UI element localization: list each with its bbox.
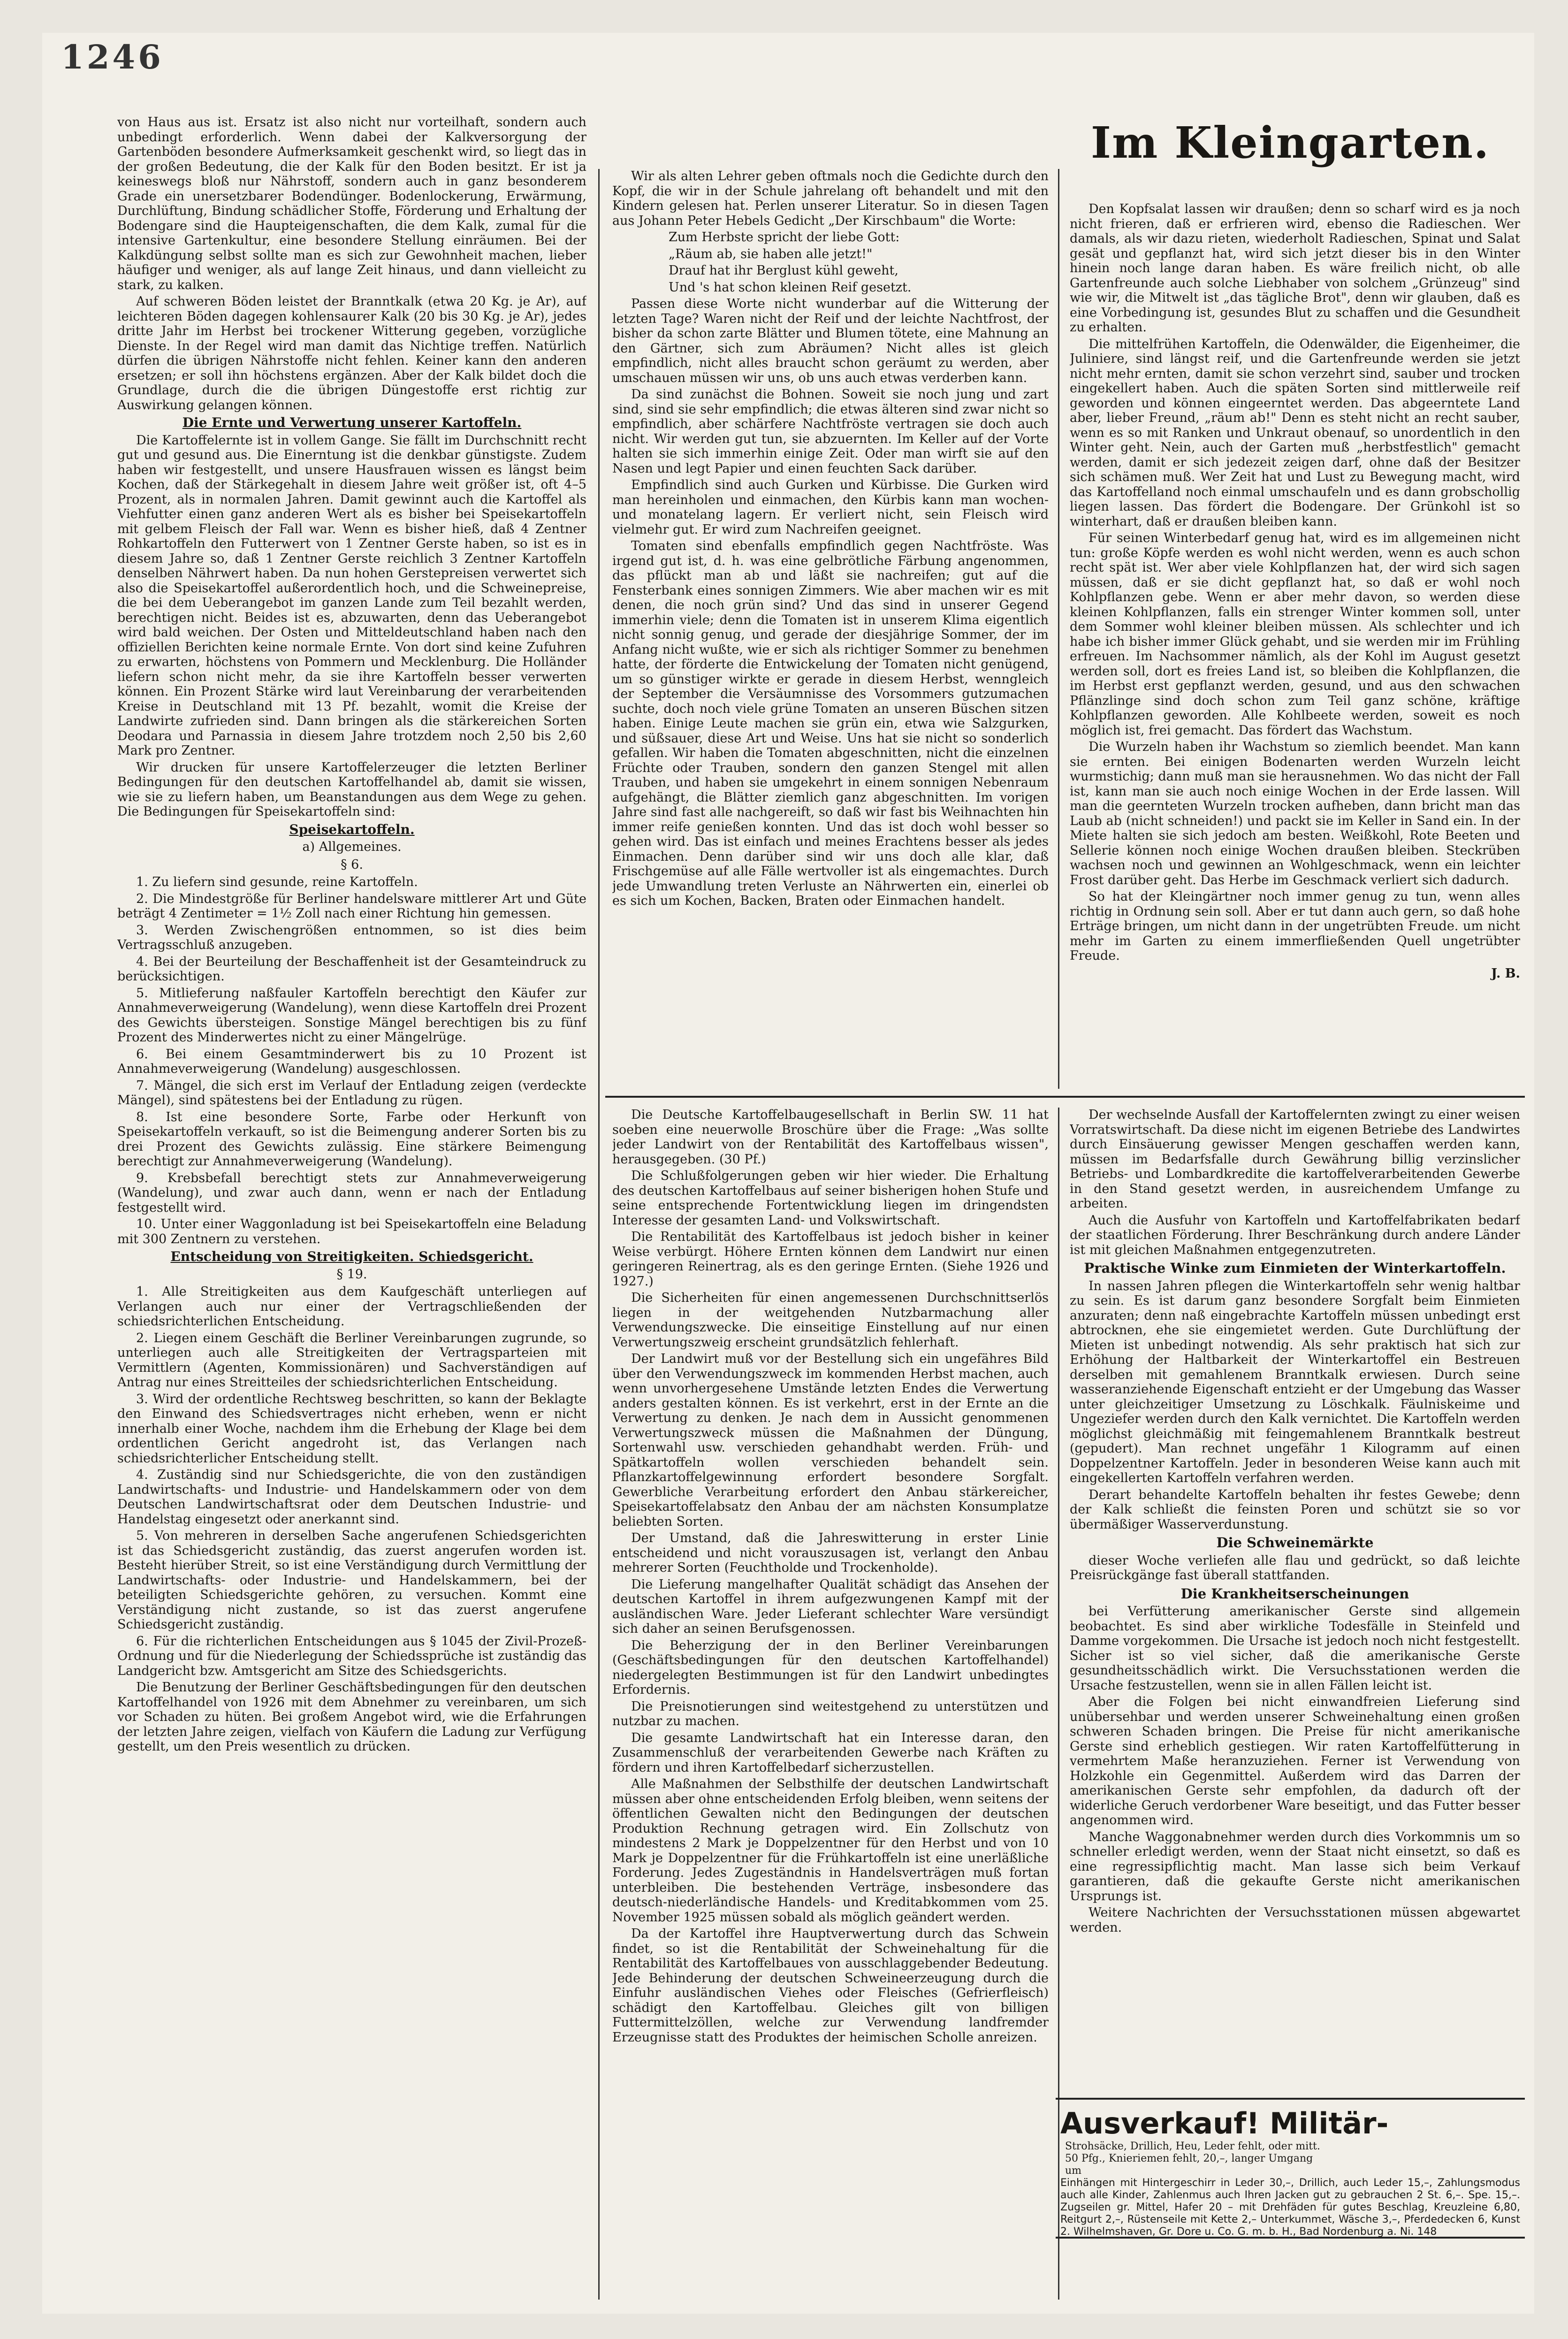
paragraph: 10. Unter einer Waggonladung ist bei Speisekartoffeln eine Beladung mit 300 Zentnern zu verstehen. — [117, 1217, 586, 1246]
paragraph: 5. Mitlieferung naßfauler Kartoffeln berechtigt den Käufer zur Annahmeverweigerung (Wandelung), wenn diese Kartoffeln drei Prozent des Gewichts übersteigen. Sonstige Mängel berechtigen bis zu fünf Prozent des Minderwertes nicht zu einer Mängelrüge. — [117, 986, 586, 1045]
paragraph: Die Beherzigung der in den Berliner Vereinbarungen (Geschäftsbedingungen für den deutschen Kartoffelhandel) niedergelegten Bestimmungen ist für den Landwirt unbedingtes Erfordernis. — [612, 1638, 1049, 1697]
paragraph: Manche Waggonabnehmer werden durch dies Vorkommnis um so schneller erledigt werden, wenn der Staat nicht einsetzt, so daß es eine regressipflichtig macht. Man lasse sich beim Verkauf garantieren, daß die gekaufte Gerste nicht amerikanischen Ursprungs ist. — [1070, 1829, 1520, 1903]
section-heading: Die Schweinemärkte — [1216, 1535, 1374, 1551]
newspaper-page — [42, 33, 1534, 2314]
sub-heading: a) Allgemeines. — [302, 840, 402, 854]
ad-text: Einhängen mit Hintergeschirr in Leder 30,–, Drillich, auch Leder 15,–, Zahlungsmodus auch alle Kinder, Zahlenmus auch Ihren Jacken gut zu gebrauchen 2 St. 6,–. Spe. 15,–. Zugseilen gr. Mittel, Hafer 20 – mit Drehfäden für gutes Beschlag, Kreuzleine 6,80, Reitgurt 2,–, Rüstenseile mit Kette 2,– Unterkummet, Wäsche 3,–, Pferdedecken 6, Kunst 2. Wilhelmshaven, Gr. Dore u. Co. G. m. b. H., Bad Nordenburg a. Ni. 148 — [1060, 2177, 1520, 2238]
paragraph: 9. Krebsbefall berechtigt stets zur Annahmeverweigerung (Wandelung), und zwar auch dann, wenn er nach der Entladung festgestellt wird. — [117, 1170, 586, 1215]
article-headline: Im Kleingarten. — [1090, 117, 1490, 168]
paragraph: Da sind zunächst die Bohnen. Soweit sie noch jung und zart sind, sind sie sehr empfindlich; die etwas älteren sind zwar nicht so empfindlich, aber schärfere Nachtfröste vertragen sie doch auch nicht. Wir werden gut tun, sie abzuernten. Im Keller auf der Vorte halten sie sich immerhin einige Zeit. Oder man wirft sie auf den Nasen und legt Papier und einen feuchten Sack darüber. — [612, 387, 1049, 476]
paragraph: Die Deutsche Kartoffelbaugesellschaft in Berlin SW. 11 hat soeben eine neuerwolle Broschüre über die Frage: „Was sollte jeder Landwirt von der Rentabilität des Kartoffelbaus wissen", herausgegeben. (30 Pf.) — [612, 1108, 1049, 1167]
ad-title: Ausverkauf! Militär- — [1060, 2106, 1389, 2140]
paragraph: Tomaten sind ebenfalls empfindlich gegen Nachtfröste. Was irgend gut ist, d. h. was eine gelbrötliche Färbung angenommen, das pflückt man ab und läßt sie nachreifen; gut auf die Fensterbank eines sonnigen Zimmers. Wie aber machen wir es mit denen, die noch grün sind? Und das sind in unserer Gegend immerhin viele; denn die Tomaten ist in unserem Klima eigentlich nicht sonnig genug, und gerade der diesjährige Sommer, der im Anfang nicht wußte, wie er sich als richtiger Sommer zu benehmen hatte, der förderte die Entwickelung der Tomaten nicht genügend, um so günstiger wirkte er gerade in diesem Herbst, wenngleich der September die Versäumnisse des Vorsommers gutzumachen suchte, doch noch viele grüne Tomaten an unseren Büschen sitzen haben. Einige Leute machen sie grün ein, etwa wie Salzgurken, und süßsauer, diese Art und Weise. Uns hat sie nicht so sonderlich gefallen. Wir haben die Tomaten abgeschnitten, nicht die einzelnen Früchte oder Trauben, sondern den ganzen Stengel mit allen Trauben, und haben sie umgekehrt in einem sonnigen Nebenraum aufgehängt, die Blätter ziemlich ganz abgeschnitten. Im vorigen Jahre sind fast alle nachgereift, so daß wir fast bis Weihnachten hin immer reife genießen konnten. Und das ist doch wohl besser so gehen wird. Das ist einfach und meines Erachtens besser als jedes Einmachen. Denn darüber sind wir uns doch alle klar, daß Frischgemüse auf alle Fälle wertvoller ist als eingemachtes. Durch jede Umwandlung treten Verluste an Nährwerten ein, einerlei ob es sich um Kochen, Backen, Braten oder Einmachen handelt. — [612, 539, 1049, 908]
column-middle-top — [612, 169, 1049, 1089]
paragraph: Wir als alten Lehrer geben oftmals noch die Gedichte durch den Kopf, die wir in der Schule jahrelang oft behandelt und mit den Kindern gelesen hat. Perlen unserer Literatur. So in diesen Tagen aus Johann Peter Hebels Gedicht „Der Kirschbaum" die Worte: — [612, 169, 1049, 228]
paragraph: 4. Zuständig sind nur Schiedsgerichte, die von den zuständigen Landwirtschafts- und Industrie- und Handelskammern oder von dem Deutschen Landwirtschaftsrat oder dem Deutschen Industrie- und Handelstag eingesetzt oder anerkannt sind. — [117, 1468, 586, 1527]
paragraph-sign: § 19. — [336, 1267, 367, 1282]
column-right-bottom — [1070, 1108, 1520, 2088]
rules-list — [117, 875, 586, 1246]
paragraph-sign: § 6. — [341, 857, 363, 872]
paragraph: 6. Bei einem Gesamtminderwert bis zu 10 Prozent ist Annahmeverweigerung (Wandelung) ausgeschlossen. — [117, 1047, 586, 1076]
poem-line: Und 's hat schon kleinen Reif gesetzt. — [669, 280, 912, 295]
paragraph: bei Verfütterung amerikanischer Gerste sind allgemein beobachtet. Es sind aber wirkliche Todesfälle in Steinfeld und Damme vorgekommen. Die Ursache ist jedoch noch nicht festgestellt. Sicher ist so viel sicher, daß die amerikanische Gerste gesundheitsschädlich wirkt. Die Versuchsstationen werden die Ursache festzustellen, wenn sie in allen Fällen leicht ist. — [1070, 1604, 1520, 1693]
section-heading: Die Ernte und Verwertung unserer Kartoffeln. — [182, 415, 522, 430]
paragraph: von Haus aus ist. Ersatz ist also nicht nur vorteilhaft, sondern auch unbedingt erforderlich. Wenn dabei der Kalkversorgung der Gartenböden besondere Aufmerksamkeit geschenkt wird, so liegt das in der großen Bedeutung, die der Kalk für den Boden besitzt. Er ist ja keineswegs bloß nur Nährstoff, sondern auch in ganz besonderem Grade ein unersetzbarer Bodendünger. Bodenlockerung, Erwärmung, Durchlüftung, Bindung schädlicher Stoffe, Förderung und Erhaltung der Bodengare sind die Haupteigenschaften, die dem Kalk, zumal für die intensive Gartenkultur, eine besondere Stellung einräumen. Bei der Kalkdüngung selbst sollte man es sich zur Gewohnheit machen, lieber häufiger und weniger, als auf lange Zeit hinaus, und dann vielleicht zu stark, zu kalken. — [117, 115, 586, 292]
paragraph: Alle Maßnahmen der Selbsthilfe der deutschen Landwirtschaft müssen aber ohne entscheidenden Erfolg bleiben, wenn seitens der öffentlichen Gewalten nicht den Bedingungen der deutschen Produktion Rechnung getragen wird. Ein Zollschutz von mindestens 2 Mark je Doppelzentner für den Herbst und von 10 Mark je Doppelzentner für die Frühkartoffeln ist eine unerläßliche Forderung. Jedes Zugeständnis in Handelsverträgen muß fortan unterbleiben. Die bestehenden Verträge, insbesondere das deutsch-niederländische Handels- und Kreditabkommen vom 25. November 1925 müssen sobald als möglich geändert werden. — [612, 1777, 1049, 1925]
paragraph: Der wechselnde Ausfall der Kartoffelernten zwingt zu einer weisen Vorratswirtschaft. Da diese nicht im eigenen Betriebe des Landwirtes durch Einsäuerung gewisser Mengen geschaffen werden kann, müssen im Bedarfsfalle durch Gewährung billig verzinslicher Betriebs- und Lombardkredite die kartoffelverarbeitenden Gewerbe in den Stand gesetzt werden, in ausreichendem Umfange zu arbeiten. — [1070, 1108, 1520, 1211]
paragraph: Empfindlich sind auch Gurken und Kürbisse. Die Gurken wird man hereinholen und einmachen, den Kürbis kann man wochen- und monatelang lagern. Er verliert nicht, sein Fleisch wird vielmehr gut. Er wird zum Nachreifen geeignet. — [612, 478, 1049, 537]
paragraph: 6. Für die richterlichen Entscheidungen aus § 1045 der Zivil-Prozeß-Ordnung und für die Niederlegung der Schiedssprüche ist zuständig das Landgericht bzw. Amtsgericht am Sitze des Schiedsgerichts. — [117, 1634, 586, 1678]
page-number: 1246 — [61, 38, 164, 76]
paragraph: Die mittelfrühen Kartoffeln, die Odenwälder, die Eigenheimer, die Juliniere, sind längst reif, und die Gartenfreunde werden sie jetzt nicht mehr ernten, damit sie schon verzehrt sind, sauber und trocken eingekellert haben. Auch die späten Sorten sind mittlerweile reif geworden und können eingeerntet werden. Das abgeerntete Land aber, lieber Freund, „räum ab!" Denn es steht nicht an recht sauber, wenn es so mit Ranken und Unkraut obenauf, so unordentlich in den Winter geht. Nein, auch der Garten muß „herbstfestlich" gemacht werden, damit er sich jedezeit zeigen darf, ohne daß der Besitzer sich schämen muß. Wer Zeit hat und Lust zu Bewegung macht, wird das Kartoffelland noch einmal umschaufeln und es dann grobschollig liegen lassen. Das fördert die Bodengare. Der Grünkohl ist so winterhart, daß er draußen bleiben kann. — [1070, 336, 1520, 529]
paragraph: 1. Zu liefern sind gesunde, reine Kartoffeln. — [136, 875, 418, 889]
paragraph: Passen diese Worte nicht wunderbar auf die Witterung der letzten Tage? Waren nicht der Reif und der leichte Nachtfrost, der bisher da schon zarte Blätter und Blumen tötete, eine Mahnung an den Gärtner, sich zum Abräumen? Nicht alles ist gleich empfindlich, nicht alles braucht schon geräumt zu werden, aber umschauen müssen wir uns, ob uns auch etwas verderben kann. — [612, 297, 1049, 385]
paragraph: 5. Von mehreren in derselben Sache angerufenen Schiedsgerichten ist das Schiedsgericht zuständig, das zuerst angerufen worden ist. Besteht hierüber Streit, so ist eine Verständigung durch Vermittlung der Landwirtschafts- oder Industrie- und Handelskammern, bei der beteiligten Schiedsgerichte gehören, zu versuchen. Kommt eine Verständigung nicht zustande, so ist das zuerst angerufene Schiedsgericht zuständig. — [117, 1529, 586, 1632]
paragraph: dieser Woche verliefen alle flau und gedrückt, so daß leichte Preisrückgänge fast überall stattfanden. — [1070, 1553, 1520, 1582]
paragraph: 3. Wird der ordentliche Rechtsweg beschritten, so kann der Beklagte den Einwand des Schiedsvertrages nicht erheben, wenn er nicht innerhalb einer Woche, nachdem ihm die Erhebung der Klage bei dem ordentlichen Gericht angedroht ist, das Verlangen nach schiedsrichterlicher Entscheidung stellt. — [117, 1391, 586, 1466]
paragraph: Die Schlußfolgerungen geben wir hier wieder. Die Erhaltung des deutschen Kartoffelbaus auf seiner bisherigen hohen Stufe und seine entsprechende Fortentwicklung liegen im dringendsten Interesse der gesamten Land- und Volkswirtschaft. — [612, 1169, 1049, 1228]
paragraph: Auf schweren Böden leistet der Branntkalk (etwa 20 Kg. je Ar), auf leichteren Böden dagegen kohlensaurer Kalk (20 bis 30 Kg. je Ar), jedes dritte Jahr im Herbst bei trockener Witterung gegeben, vorzügliche Dienste. In der Regel wird man damit das Nichtige treffen. Natürlich dürfen die übrigen Nährstoffe nicht fehlen. Keiner kann den anderen ersetzen; er soll ihn höchstens ergänzen. Aber der Kalk bildet doch die Grundlage, durch die die übrigen Düngestoffe erst richtig zur Auswirkung gelangen können. — [117, 294, 586, 413]
section-heading: Speisekartoffeln. — [289, 821, 415, 837]
paragraph: 7. Mängel, die sich erst im Verlauf der Entladung zeigen (verdeckte Mängel), sind spätestens bei der Entladung zu rügen. — [117, 1078, 586, 1108]
paragraph: In nassen Jahren pflegen die Winterkartoffeln sehr wenig haltbar zu sein. Es ist darum ganz besondere Sorgfalt beim Einmieten anzuraten; denn naß eingebrachte Kartoffeln müssen unbedingt erst abtrocknen, ehe sie eingemietet werden. Gute Durchlüftung der Mieten ist unbedingt notwendig. Als sehr praktisch hat sich zur Erhöhung der Haltbarkeit der Winterkartoffel ein Bestreuen derselben mit gemahlenem Branntkalk erwiesen. Durch seine wasseranziehende Eigenschaft entzieht er der Umgebung das Wasser unter gleichzeitiger Umsetzung zu Löschkalk. Fäulniskeime und Ungeziefer werden durch den Kalk vernichtet. Die Kartoffeln werden möglichst gleichmäßig mit feingemahlenem Branntkalk bestreut (gepudert). Man rechnet ungefähr 1 Kilogramm auf einen Doppelzentner Kartoffeln. Jeder in besonderen Weise kann auch mit eingekellerten Kartoffeln verfahren werden. — [1070, 1278, 1520, 1485]
poem-line: Drauf hat ihr Berglust kühl geweht, — [669, 263, 898, 278]
poem-line: Zum Herbste spricht der liebe Gott: — [669, 230, 900, 245]
advertisement — [1056, 2098, 1525, 2239]
paragraph: Die Benutzung der Berliner Geschäftsbedingungen für den deutschen Kartoffelhandel von 1926 mit dem Abnehmer zu vereinbaren, um sich vor Schaden zu hüten. Bei großem Angebot wird, wie die Erfahrungen der letzten Jahre zeigen, vielfach von Käufern die Ladung zur Verfügung gestellt, um den Preis wesentlich zu drücken. — [117, 1680, 586, 1754]
paragraph: 4. Bei der Beurteilung der Beschaffenheit ist der Gesamteindruck zu berücksichtigen. — [117, 954, 586, 984]
paragraph: 2. Liegen einem Geschäft die Berliner Vereinbarungen zugrunde, so unterliegen auch alle Streitigkeiten der Vertragsparteien mit Vermittlern (Agenten, Kommissionären) und Sachverständigen auf Antrag nur eines Streitteiles der schiedsrichterlichen Entscheidung. — [117, 1330, 586, 1390]
paragraph: 3. Werden Zwischengrößen entnommen, so ist dies beim Vertragsschluß anzugeben. — [117, 923, 586, 952]
horizontal-rule — [605, 1096, 1525, 1098]
paragraph: Die Preisnotierungen sind weitestgehend zu unterstützen und nutzbar zu machen. — [612, 1699, 1049, 1728]
ad-side-text: Strohsäcke, Drillich, Heu, Leder fehlt, oder mitt. 50 Pfg., Knieriemen fehlt, 20,–, langer Umgang um — [1065, 2140, 1320, 2177]
paragraph: Für seinen Winterbedarf genug hat, wird es im allgemeinen nicht tun: große Köpfe werden es wohl nicht werden, wenn es auch schon recht spät ist. Wer aber viele Kohlpflanzen hat, der wird sich sagen müssen, daß er sie dicht gepflanzt hat, so daß er wohl noch Kohlpflanzen gebe. Wenn er aber mehr davon, so werden diese kleinen Kohlpflanzen, falls ein strenger Winter kommen soll, unter dem Sommer wohl kleiner bleiben müssen. Als schlechter und ich habe ich bisher immer Glück gehabt, und sie werden mir im Frühling erfreuen. Im Nachsommer nämlich, als der Kohl im August gesetzt werden soll, dort es freies Land ist, so bleiben die Kohlpflanzen, die im Herbst erst gepflanzt werden, gesund, und aus den schwachen Pflänzlinge sind doch schon zum Teil ganz schöne, kräftige Kohlpflanzen geworden. Alle Kohlbeete werden, soweit es noch möglich ist, frei gemacht. Das fördert das Wachstum. — [1070, 531, 1520, 738]
section-heading: Praktische Winke zum Einmieten der Winterkartoffeln. — [1084, 1260, 1506, 1276]
arbitration-list — [117, 1284, 586, 1754]
paragraph: 1. Alle Streitigkeiten aus dem Kaufgeschäft unterliegen auf Verlangen auch nur einer der Vertragschließenden der schiedsrichterlichen Entscheidung. — [117, 1284, 586, 1329]
column-divider — [598, 169, 600, 2300]
paragraph: Die Sicherheiten für einen angemessenen Durchschnittserlös liegen in der weitgehenden Nutzbarmachung aller Verwendungszwecke. Die einseitige Einstellung auf nur einen Verwertungszweig erscheint grundsätzlich fehlerhaft. — [612, 1291, 1049, 1350]
paragraph: So hat der Kleingärtner noch immer genug zu tun, wenn alles richtig in Ordnung sein soll. Aber er tut dann auch gern, so daß hohe Erträge bringen, um nicht dann in der ungetrübten Freude. um nicht mehr im Garten zu einem immerfließenden Quell ungetrübter Freude. — [1070, 889, 1520, 963]
paragraph: Weitere Nachrichten der Versuchsstationen müssen abgewartet werden. — [1070, 1905, 1520, 1935]
signature: J. B. — [1491, 966, 1520, 981]
paragraph: Die gesamte Landwirtschaft hat ein Interesse daran, den Zusammenschluß der verarbeitenden Gewerbe nach Kräften zu fördern und ihren Kartoffelbedarf sicherzustellen. — [612, 1730, 1049, 1775]
section-heading: Entscheidung von Streitigkeiten. Schiedsgericht. — [170, 1249, 533, 1264]
column-left — [117, 115, 586, 2283]
paragraph: Die Kartoffelernte ist in vollem Gange. Sie fällt im Durchschnitt recht gut und gesund aus. Die Einerntung ist die denkbar günstigste. Zudem haben wir festgestellt, und unsere Hausfrauen wissen es längst beim Kochen, daß der Stärkegehalt in diesem Jahre weit größer ist, oft 4–5 Prozent, als in normalen Jahren. Damit gewinnt auch die Kartoffel als Viehfutter einen ganz anderen Wert als es bisher bei Speisekartoffeln mit gelbem Fleisch der Fall war. Wenn es bisher hieß, daß 4 Zentner Rohkartoffeln den Futterwert von 1 Zentner Gerste haben, so ist es in diesem Jahre so, daß 1 Zentner Gerste reichlich 3 Zentner Kartoffeln denselben Nährwert haben. Da nun hohen Gerstepreisen verwertet sich also die Speisekartoffel außerordentlich hoch, und die Schweinepreise, die bei dem Ueberangebot im ganzen Lande zum Teil bezahlt werden, berechtigen nicht. Beides ist es, abzuwarten, denn das Ueberangebot wird bald weichen. Der Osten und Mitteldeutschland haben nach den offiziellen Berichten keine normale Ernte. Von dort sind keine Zufuhren zu erwarten, höchstens von Pommern und Mecklenburg. Die Holländer liefern schon nicht mehr, da sie ihre Kartoffeln besser verwerten können. Ein Prozent Stärke wird laut Vereinbarung der verarbeitenden Kreise in Deutschland mit 13 Pf. bezahlt, womit die Kreise der Landwirte zufrieden sind. Dann bringen als die stärkereichen Sorten Deodara und Parnassia in diesem Jahre trotzdem noch 2,50 bis 2,60 Mark pro Zentner. — [117, 433, 586, 758]
column-divider — [1058, 169, 1059, 1089]
column-middle-bottom — [612, 1108, 1049, 2300]
paragraph: Da der Kartoffel ihre Hauptverwertung durch das Schwein findet, so ist die Rentabilität der Schweinehaltung für die Rentabilität des Kartoffelbaues von ausschlaggebender Bedeutung. Jede Behinderung der deutschen Schweineerzeugung durch die Einfuhr ausländischen Viehes oder Fleisches (Gefrierfleisch) schädigt den Kartoffelbau. Gleiches gilt von billigen Futtermittelzöllen, welche zur Verwendung landfremder Erzeugnisse statt des Produktes der heimischen Scholle anreizen. — [612, 1926, 1049, 2045]
paragraph: 2. Die Mindestgröße für Berliner handelsware mittlerer Art und Güte beträgt 4 Zentimeter = 1½ Zoll nach einer Richtung hin gemessen. — [117, 891, 586, 921]
paragraph-list — [612, 1108, 1049, 2045]
section-heading: Die Krankheitserscheinungen — [1180, 1585, 1409, 1602]
paragraph: Derart behandelte Kartoffeln behalten ihr festes Gewebe; denn der Kalk schließt die feinsten Poren und schützt sie so vor übermäßiger Wasserverdunstung. — [1070, 1487, 1520, 1532]
column-right-top — [1070, 202, 1520, 1089]
paragraph: Wir drucken für unsere Kartoffelerzeuger die letzten Berliner Bedingungen für den deutschen Kartoffelhandel ab, damit sie wissen, wie sie zu liefern haben, um Beanstandungen aus dem Wege zu gehen. Die Bedingungen für Speisekartoffeln sind: — [117, 760, 586, 819]
paragraph: Die Lieferung mangelhafter Qualität schädigt das Ansehen der deutschen Kartoffel in ihrem aufgezwungenen Kampf mit der ausländischen Ware. Jeder Lieferant schlechter Ware versündigt sich daher an seinen Berufsgenossen. — [612, 1577, 1049, 1636]
poem-line: „Räum ab, sie haben alle jetzt!" — [669, 246, 873, 261]
paragraph: Die Wurzeln haben ihr Wachstum so ziemlich beendet. Man kann sie ernten. Bei einigen Bodenarten werden Wurzeln leicht wurmstichig; dann muß man sie herausnehmen. Wo das nicht der Fall ist, kann man sie auch noch einige Wochen in der Erde lassen. Will man die geernteten Wurzeln trocken aufheben, dann bricht man das Laub ab (nicht schneiden!) und packt sie im Keller in Sand ein. In der Miete halten sie sich jedoch am besten. Weißkohl, Rote Beeten und Sellerie können noch einige Wochen draußen bleiben. Steckrüben wachsen noch und gewinnen an Wohlgeschmack, wenn ein leichter Frost darüber geht. Das Herbe im Geschmack verliert sich dadurch. — [1070, 740, 1520, 887]
paragraph: 8. Ist eine besondere Sorte, Farbe oder Herkunft von Speisekartoffeln verkauft, so ist die Beimengung anderer Sorten bis zu drei Prozent des Gewichts zulässig. Eine stärkere Beimengung berechtigt zur Annahmeverweigerung (Wandelung). — [117, 1109, 586, 1169]
paragraph: Die Rentabilität des Kartoffelbaus ist jedoch bisher in keiner Weise verbürgt. Höhere Ernten können dem Landwirt nur einen geringeren Reinertrag, als es den geringe Ernten. (Siehe 1926 und 1927.) — [612, 1230, 1049, 1289]
paragraph: Auch die Ausfuhr von Kartoffeln und Kartoffelfabrikaten bedarf der staatlichen Förderung. Ihrer Beschränkung durch andere Länder ist mit gleichen Maßnahmen entgegenzutreten. — [1070, 1213, 1520, 1257]
paragraph: Der Umstand, daß die Jahreswitterung in erster Linie entscheidend und nicht vorauszusagen ist, verlangt den Anbau mehrerer Sorten (Feuchtholde und Trockenholde). — [612, 1531, 1049, 1575]
paragraph: Den Kopfsalat lassen wir draußen; denn so scharf wird es ja noch nicht frieren, daß er erfrieren wird, ebenso die Radieschen. Wer damals, als wir dazu rieten, wiederholt Radieschen, Spinat und Salat gesät und gepflanzt hat, wird sich jetzt dieser bis in den Winter hinein noch lange daran haben. Es wäre freilich nicht, ob alle Gartenfreunde auch solche Liebhaber von solchem „Grünzeug" sind wie wir, die Mitwelt ist „das tägliche Brot", denn wir glauben, daß es eine Vorbedingung ist, gesundes Blut zu schaffen und die Gesundheit zu erhalten. — [1070, 202, 1520, 335]
paragraph: Der Landwirt muß vor der Bestellung sich ein ungefähres Bild über den Verwendungszweck im kommenden Herbst machen, auch wenn unvorhergesehene Umstände letzten Endes die Verwertung anders gestalten können. Es ist verkehrt, erst in der Ernte an die Verwertung zu denken. Je nach dem in Aussicht genommenen Verwertungszweck müssen die Maßnahmen der Düngung, Sortenwahl usw. verschieden gehandhabt werden. Früh- und Spätkartoffeln wollen verschieden behandelt sein. Pflanzkartoffelgewinnung erfordert besondere Sorgfalt. Gewerbliche Verarbeitung erfordert den Anbau stärkereicher, Speisekartoffelabsatz den Anbau der am nächsten Konsumplatze beliebten Sorten. — [612, 1352, 1049, 1529]
paragraph: Aber die Folgen bei nicht einwandfreien Lieferung sind unübersehbar und werden unserer Schweinehaltung einen großen schweren Schaden bringen. Die Preise für nicht amerikanische Gerste sind erheblich gestiegen. Wir raten Kartoffelfütterung in vermehrtem Maße heranzuziehen. Ferner ist Verwendung von Holzkohle ein Gegenmittel. Außerdem wird das Darren der amerikanischen Gerste sehr empfohlen, da dadurch oft der widerliche Geruch verdorbener Ware beseitigt, und das Futter besser angenommen wird. — [1070, 1695, 1520, 1827]
